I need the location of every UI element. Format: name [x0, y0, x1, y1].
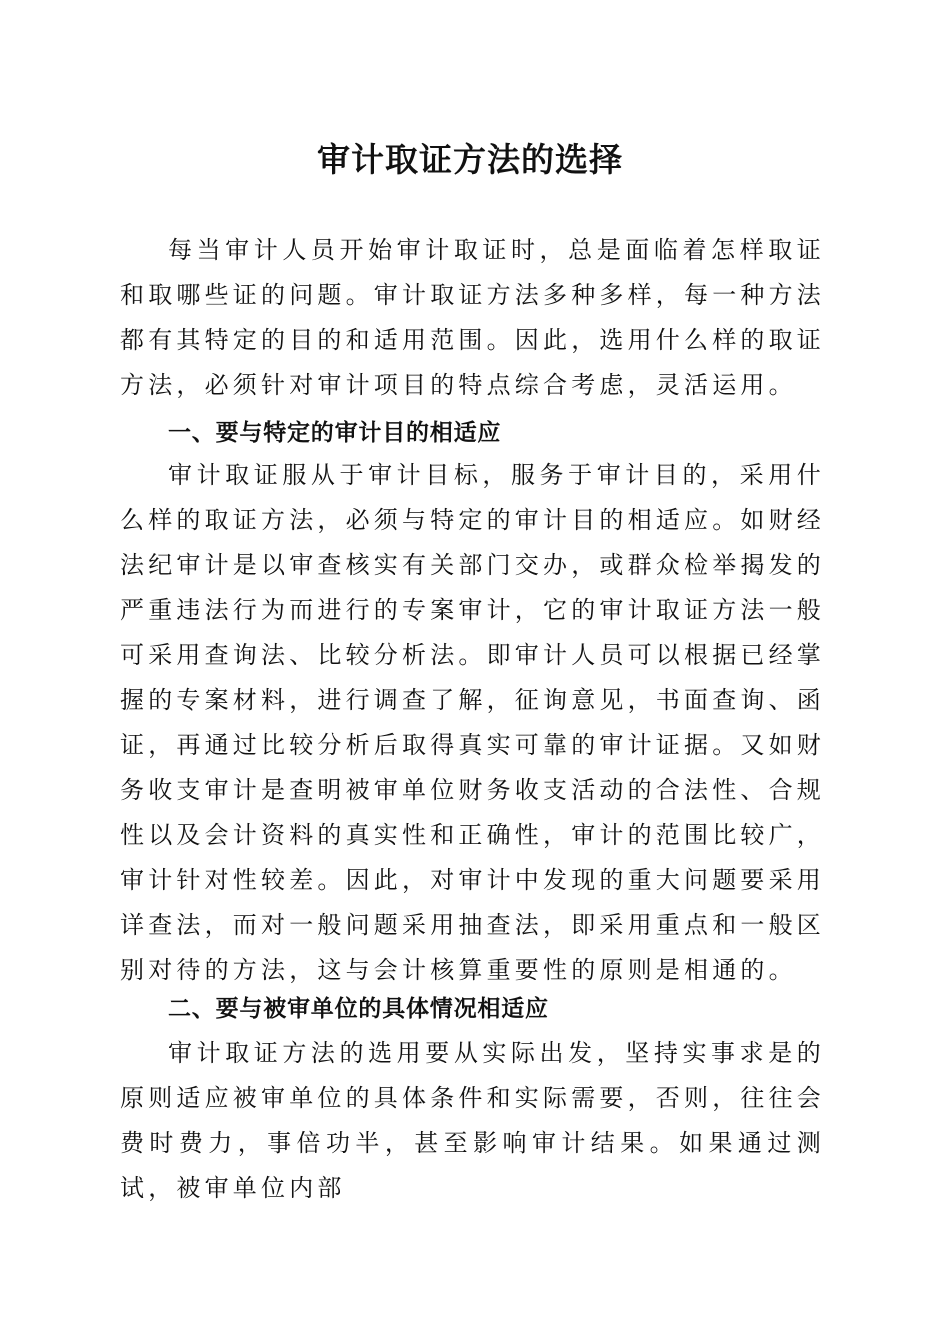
section-heading-1: 一、要与特定的审计目的相适应 [168, 420, 502, 446]
document-title: 审计取证方法的选择 [317, 140, 623, 179]
intro-paragraph: 每当审计人员开始审计取证时，总是面临着怎样取证和取哪些证的问题。审计取证方法多种多样，每一种方法都有其特定的目的和适用范围。因此，选用什么样的取证方法，必须针对审计项目的特点综合考虑，灵活运用。 [120, 236, 825, 399]
section-2-paragraph: 审计取证方法的选用要从实际出发，坚持实事求是的原则适应被审单位的具体条件和实际需要，否则，往往会费时费力，事倍功半，甚至影响审计结果。如果通过测试，被审单位内部 [120, 1039, 825, 1202]
section-1-paragraph: 审计取证服从于审计目标，服务于审计目的，采用什么样的取证方法，必须与特定的审计目的相适应。如财经法纪审计是以审查核实有关部门交办，或群众检举揭发的严重违法行为而进行的专案审计，它的审计取证方法一般可采用查询法、比较分析法。即审计人员可以根据已经掌握的专案材料，进行调查了解，征询意见，书面查询、函证，再通过比较分析后取得真实可靠的审计证据。又如财务收支审计是查明被审单位财务收支活动的合法性、合规性以及会计资料的真实性和正确性，审计的范围比较广，审计针对性较差。因此，对审计中发现的重大问题要采用详查法，而对一般问题采用抽查法，即采用重点和一般区别对待的方法，这与会计核算重要性的原则是相通的。 [120, 461, 825, 984]
section-heading-2: 二、要与被审单位的具体情况相适应 [168, 996, 549, 1022]
